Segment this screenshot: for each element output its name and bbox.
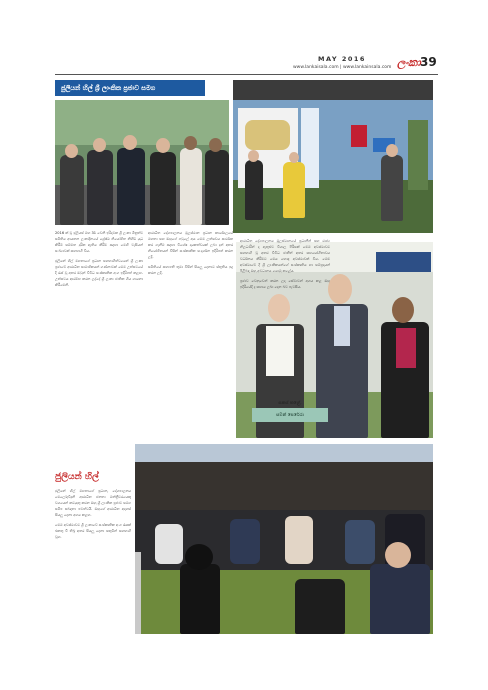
article-text-col2 <box>148 230 233 465</box>
article-title: ජුලියන් හිල් ශ්‍රී ලාංකික ප්‍රජාව සමග <box>61 84 156 92</box>
issue-month: MAY 2016 <box>318 55 366 63</box>
paragraph: මෙම අවස්ථාවට ශ්‍රී ලංකාවේ සංස්කෘතික අංග රැසක් එකතු වී තිබූ අතර සියලු දෙනා සතුටින් සහභාගී වූහ. <box>55 523 131 539</box>
byline-author: සමන් පෙරේරා <box>252 408 328 422</box>
article-text-col1 <box>55 230 143 465</box>
byline-label: සකස් කළේ, <box>278 401 302 406</box>
paragraph: ජූලියන් හිල් මහතාගේ ප්‍රධාන සහභාගීත්වයෙන් ශ්‍රී ලංකා ප්‍රජාවේ ආරාධිත සාමාජිකයන් ගණනාවක් මෙම උත්සවයේ දී රැස් වූ අතර ඔවුන් විවිධ සංස්කෘතික අංග ඉදිරිපත් කළහ. උත්සවය ආරම්භ කරන ලද්දේ ශ්‍රී ලංකා ජාතික ගීය ගායනා කිරීමෙනි. <box>55 259 143 287</box>
paragraph: ජුලියන් හිල් මහතාගේ ප්‍රධාන, දේශපාලනය මෙලෝදාවිදුනි ආරාධිත ජනතා මන්ත්‍රීවරයෙකු වශයෙන් කටයුතු කරන ඔහු ශ්‍රී ලාංකික ප්‍රජාව සමග සමීප සබඳතා පවත්වයි. ඔහුගේ ආරාධිත අදහස් සියලු දෙනා අගය කළහ. <box>55 489 131 517</box>
byline-box <box>252 400 328 430</box>
subheading: ජුලියන් හිල් <box>55 472 99 482</box>
magazine-logo: ලංකා <box>397 56 421 69</box>
paragraph: සමිතියේ සභාපති තුමා විසින් සියලු දෙනාට ස්තූතිය පුද කරන ලදී. <box>148 265 233 275</box>
header-rule <box>55 74 438 75</box>
page-number: 39 <box>420 55 437 69</box>
paragraph: ආරාධිත දේශපාලනය මූලස්ථානයේ ප්‍රධානීන් සහ රාජ්‍ය නිලධාරීන් ද ඇතුළුව විශාල පිරිසක් මෙම අවස්ථාවට සහභාගී වූ අතර විවිධ ජාතීන් අතර සහයෝගීතාවය වර්ධනය කිරීමට මෙය හොඳ අවස්ථාවක් විය. මෙම අවස්ථාවේ දී ශ්‍රී ලාංකිකයන්ගේ සංස්කෘතිය හා සම්ප්‍රදායන් පිළිබඳ ඔහු අවධානය යොමු කළේය. <box>240 239 330 273</box>
paragraph: ආරාධිත දේශපාලනය මූලස්ථාන ප්‍රධාන කාර්යාලයේ මහතා සහ ඔහුගේ පවුලේ අය මෙම උත්සවය සාර්ථක කර ගැනීම සඳහා විශේෂ දායකත්වයක් ලබා දුන් අතර නියෝජිතයන් විසින් සංස්කෘතික සංදර්ශන ඉදිරිපත් කරන ලදී. <box>148 231 233 259</box>
article-text-col3 <box>240 238 330 398</box>
photo-crowd <box>135 444 433 634</box>
article-text-col4 <box>55 488 131 638</box>
photo-stage-performance <box>233 80 433 233</box>
photo-dignitaries <box>55 100 229 225</box>
paragraph: ප්‍රජාව වෙනුවෙන් කරන ලද සේවාවන් අගය කළ ඔහු ඉදිරියේදී ද සහාය ලබා දෙන බව පැවසීය. <box>240 279 330 289</box>
article-title-bar <box>55 80 205 96</box>
website-urls: www.lankaisala.com | www.lankainsala.com <box>293 65 392 70</box>
paragraph: 2016 ක් වූ ජූලියස් මහ 31 වෙනි ඉරිදාවක ශ්‍රී ලංකා මිත්‍රත්ව සමිතිය ආයතන ලංකාදිනයේ ශ්‍රේෂ්ඨ නියෝජිත නිහිඩ් යුධ කිරීම් සම්මත දුරික ඇතිය කිරීම සඳහා මෙහි වැසියන් සංඛ්‍යාවක් සහභාගී විය. <box>55 231 143 253</box>
